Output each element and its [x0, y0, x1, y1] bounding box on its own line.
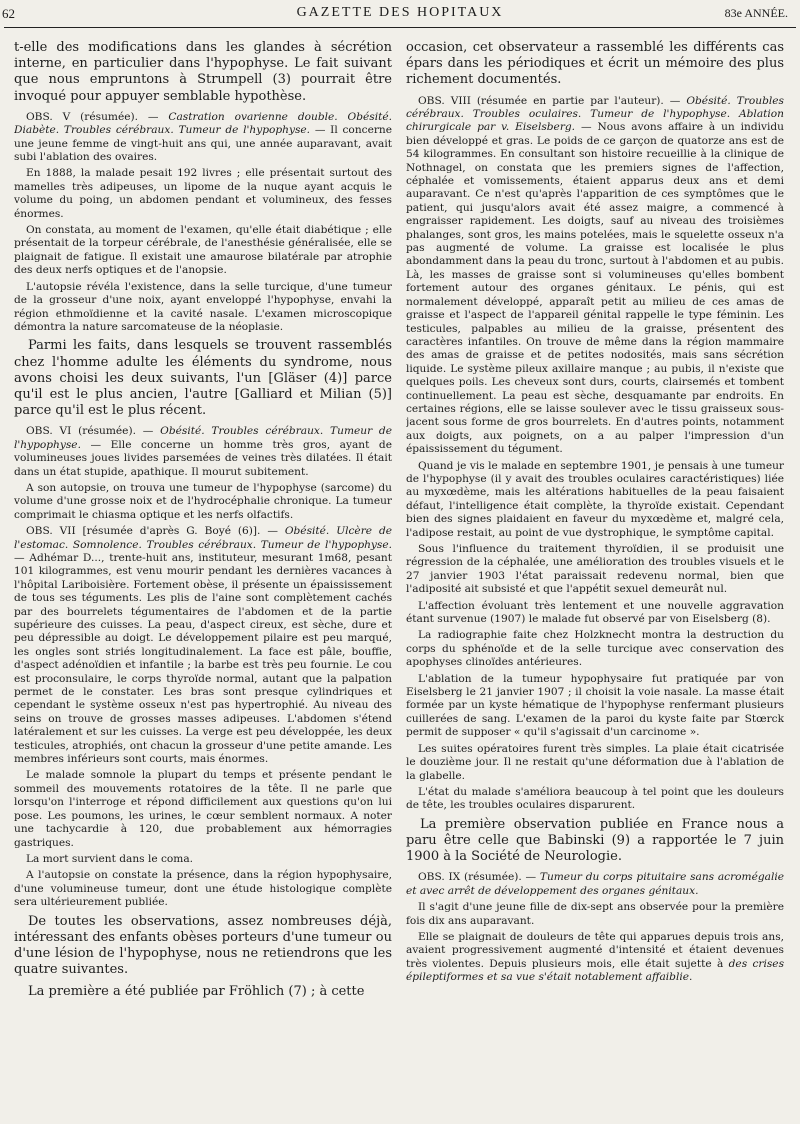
obs6-paragraph-2: A son autopsie, on trouva une tumeur de l'hypophyse (sarcome) du volume d'une grosse noix et de l'hydrocéphalie chronique. La tumeur comprimait le chiasma optique et les nerfs olfactifs.: [14, 481, 392, 521]
obs5-heading: [14, 111, 392, 165]
obs5-paragraph-2: En 1888, la malade pesait 192 livres ; elle présentait surtout des mamelles très adipeuses, un lipome de la nuque ayant acquis le volume du poing, un abdomen pendant et volumineux, des fesses énormes.: [14, 167, 392, 220]
obs8-paragraph-6: L'ablation de la tumeur hypophysaire fut pratiquée par von Eiselsberg le 21 janvier 1907 ; il choisit la voie nasale. La masse était formée par un kyste hématique de l'hypophyse renfermant plusieurs cuillerées de sang. L'examen de la paroi du kyste faite par Stœrck permit de supposer « qu'il s'agissait d'un carcinome ».: [406, 672, 784, 739]
premiere-paragraph: La première a été publiée par Fröhlich (7) ; à cette: [28, 984, 365, 1000]
obs7-text: — Adhémar D..., trente-huit ans, instituteur, mesurant 1m68, pesant 101 kilogrammes, est venu mourir pendant les dernières vacances à l'hôpital Lariboisière. Fortement obèse, il présente un épaississement de tous ses téguments. Les plis de l'aine sont complètement cachés par des bourrelets tégumentaires de l'abdomen et de la partie supérieure des cuisses. La peau, d'aspect cireux, est sèche, dure et peu dépressible au doigt. Le développement pilaire est peu marqué, les ongles sont striés longitudinalement. La face est pâle, bouffie, d'aspect adénoïdien et infantile ; la barbe est très peu fournie. Le cou est proconsulaire, le corps thyroïde normal, autant que la palpation permet de le constater. Les bras sont presque cylindriques et cependant le système osseux n'est pas hypertrophié. Au niveau des seins on trouve de grosses masses adipeuses. L'abdomen s'étend latéralement et sur les cuisses. La verge est peu développée, les deux testicules, atrophiés, ont chacun la grosseur d'une petite amande. Les membres inférieurs sont courts, mais énormes.: [14, 551, 392, 766]
obs9-text-b: des crises épileptiformes et sa vue s'était notablement affaiblie.: [406, 957, 784, 984]
obs5-text: — Il concerne une jeune femme de vingt-huit ans qui, une année auparavant, avait subi l'ablation des ovaires.: [14, 124, 392, 164]
obs9-title: Tumeur du corps pituitaire sans acromégalie et avec arrêt de développement des organes génitaux.: [406, 871, 784, 897]
obs8-text: — Nous avons affaire à un individu bien développé et gras. Le poids de ce garçon de quatorze ans est de 54 kilogrammes. En consultant son histoire recueillie à la clinique de Nothnagel, on constata que les premiers signes de l'affection, céphalée et vomissements, étaient apparus deux ans et demi auparavant. Ce n'est qu'après l'apparition de ces symptômes que le patient, qui jusqu'alors avait été assez maigre, a commencé à engraisser rapidement. Les doigts, sauf au niveau des troisièmes phalanges, sont gros, les mains potelées, mais le squelette osseux n'a pas augmenté de volume. La graisse est localisée le plus abondamment dans la peau du tronc, surtout à l'abdomen et au pubis. Là, les masses de graisse sont si volumineuses qu'elles bombent fortement autour des organes génitaux. Le pénis, qui est normalement développé, apparaît petit au milieu de ces amas de graisse et l'aspect de l'appareil génital rappelle le type féminin. Les testicules, palpables au milieu de la graisse, présentent des caractères infantiles. On trouve de même dans la région mammaire des amas de graisse et de petites nodosités, mais sans sécrétion liquide. Le système pileux axillaire manque ; au pubis, il n'existe que quelques poils. Les cheveux sont durs, courts, clairsemés et tombent continuellement. La peau est sèche, desquamante par endroits. En certaines régions, elle se laisse soulever avec le tissu graisseux sous-jacent sous forme de gros bourrelets. En d'autres points, notamment aux doigts, aux poignets, on a au palper l'impression d'un épaississement du tégument.: [406, 121, 784, 456]
year-label: 83e ANNÉE.: [724, 6, 788, 20]
obs6-label: OBS. VI (résumée). —: [26, 425, 154, 438]
obs8-paragraph-8: L'état du malade s'améliora beaucoup à tel point que les douleurs de tête, les troubles oculaires disparurent.: [406, 785, 784, 812]
obs5-title: Castration ovarienne double. Obésité. Diabète. Troubles cérébraux. Tumeur de l'hypophyse.: [14, 110, 392, 137]
obs7-paragraph-2: Le malade somnole la plupart du temps et présente pendant le sommeil des mouvements rotatoires de la tête. Il ne parle que lorsqu'on l'interroge et répond difficilement aux questions qu'on lui pose. Les poumons, les urines, le cœur semblent normaux. A noter une tachycardie à 120, due probablement aux hémorragies gastriques.: [14, 769, 392, 849]
obs8-label: OBS. VIII (résumée en partie par l'auteur). —: [418, 94, 681, 107]
obs9-text-a: Elle se plaignait de douleurs de tête qui apparues depuis trois ans, avaient progressivement augmenté d'intensité et étaient devenues très violentes. Depuis plusieurs mois, elle était sujette à: [406, 930, 784, 970]
obs7-title: Obésité. Ulcère de l'estomac. Somnolence. Troubles cérébraux. Tumeur de l'hypophyse.: [14, 525, 392, 551]
premiere-france-paragraph: La première observation publiée en France nous a paru être celle que Babinski (9) a rapportée le 7 juin 1900 à la Société de Neurologie.: [406, 816, 784, 865]
journal-title: GAZETTE DES HOPITAUX: [296, 5, 504, 20]
obs7-paragraph-4: A l'autopsie on constate la présence, dans la région hypophysaire, d'une volumineuse tumeur, dont une étude histologique complète sera ultérieurement publiée.: [14, 869, 392, 909]
obs5-paragraph-3: On constata, au moment de l'examen, qu'elle était diabétique ; elle présentait de la torpeur cérébrale, de l'anesthésie généralisée, elle se plaignait de fatigue. Il existait une amaurose bilatérale par atrophie des deux nerfs optiques et de l'anopsie.: [14, 224, 392, 277]
obs7-heading: [14, 525, 392, 766]
obs8-heading: [406, 95, 784, 457]
obs6-text: — Elle concerne un homme très gros, ayant de volumineuses joues livides parsemées de veines très dilatées. Il était dans un état stupide, apathique. Il mourut subitement.: [14, 438, 392, 478]
obs8-paragraph-7: Les suites opératoires furent très simples. La plaie était cicatrisée le douzième jour. Il ne restait qu'une déformation due à l'ablation de la glabelle.: [406, 742, 784, 782]
right-column: [406, 36, 784, 1116]
obs9-paragraph-1: Il s'agit d'une jeune fille de dix-sept ans observée pour la première fois dix ans auparavant.: [406, 901, 784, 927]
continued-paragraph: occasion, cet observateur a rassemblé les différents cas épars dans les périodiques et écrit un mémoire des plus richement documentés.: [406, 40, 784, 88]
obs8-paragraph-4: L'affection évoluant très lentement et une nouvelle aggravation étant survenue (1907) le malade fut observé par von Eiselsberg (8).: [406, 599, 784, 626]
toutes-paragraph: De toutes les observations, assez nombreuses déjà, intéressant des enfants obèses porteurs d'une tumeur ou d'une lésion de l'hypophyse, nous ne retiendrons que les quatre suivantes.: [14, 913, 392, 978]
obs7-paragraph-3: La mort survient dans le coma.: [26, 852, 194, 865]
obs9-heading: [406, 871, 784, 898]
obs8-paragraph-3: Sous l'influence du traitement thyroïdien, il se produisit une régression de la céphalée, une amélioration des troubles visuels et le 27 janvier 1903 l'état paraissait redevenu normal, bien que l'adiposité ait subsisté et que l'appétit sexuel demeurât nul.: [406, 543, 784, 596]
obs6-title: Obésité. Troubles cérébraux. Tumeur de l'hypophyse.: [14, 425, 392, 451]
obs9-label: OBS. IX (résumée). —: [418, 871, 537, 884]
intro-paragraph: t-elle des modifications dans les glandes à sécrétion interne, en particulier dans l'hypophyse. Le fait suivant que nous empruntons à Strumpell (3) pourrait être invoqué pour appuyer semblable hypothèse.: [14, 40, 392, 104]
obs9-paragraph-2: [406, 931, 784, 985]
obs5-paragraph-4: L'autopsie révéla l'existence, dans la selle turcique, d'une tumeur de la grosseur d'une noix, ayant enveloppé l'hypophyse, envahi la région ethmoïdienne et la cavité nasale. L'examen microscopique démontra la nature sarcomateuse de la néoplasie.: [14, 280, 392, 333]
obs5-label: OBS. V (résumée). —: [26, 110, 159, 123]
obs6-heading: [14, 425, 392, 479]
header-rule: [4, 27, 796, 28]
obs8-paragraph-2: Quand je vis le malade en septembre 1901, je pensais à une tumeur de l'hypophyse (il y avait des troubles oculaires caractéristiques) liée au myxœdème, mais les altérations habituelles de la peau faisaient défaut, l'intelligence était complète, la thyroïde existait. Cependant bien des signes plaidaient en faveur du myxœdème et, malgré cela, l'adipose restait, au point de vue dystrophique, le symptôme capital.: [406, 459, 784, 539]
obs7-label: OBS. VII [résumée d'après G. Boyé (6)]. —: [26, 525, 278, 538]
obs8-title: Obésité. Troubles cérébraux. Troubles oculaires. Tumeur de l'hypophyse. Ablation chirurgicale par v. Eiselsberg.: [406, 94, 784, 134]
obs8-paragraph-5: La radiographie faite chez Holzknecht montra la destruction du corps du sphénoïde et de la selle turcique avec conservation des apophyses clinoïdes antérieures.: [406, 629, 784, 669]
left-column: [14, 36, 392, 1116]
page-number: 62: [2, 6, 15, 21]
parmi-paragraph: Parmi les faits, dans lesquels se trouvent rassemblés chez l'homme adulte les éléments du syndrome, nous avons choisi les deux suivants, l'un [Gläser (4)] parce qu'il est le plus ancien, l'autre [Galliard et Milian (5)] parce qu'il est le plus récent.: [14, 338, 392, 419]
page-header: [0, 0, 800, 28]
